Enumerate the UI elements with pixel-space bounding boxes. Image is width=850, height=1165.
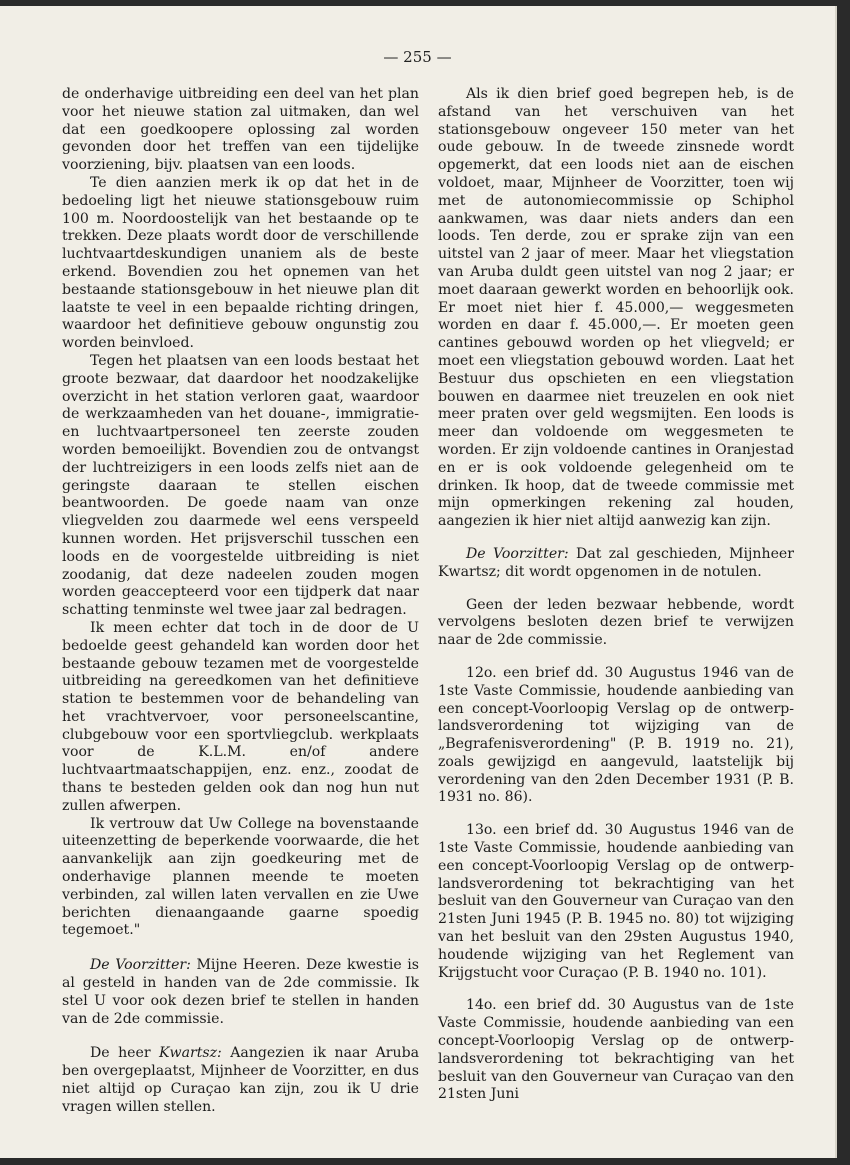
- document-page: [0, 6, 835, 1158]
- speaker-paragraph: [438, 546, 794, 582]
- paragraph: Geen der leden bezwaar hebbende, wordt vervolgens besloten dezen brief te verwijzen naar de 2de commissie.: [438, 596, 794, 649]
- speaker-paragraph: [62, 957, 419, 1028]
- agenda-item: 12o. een brief dd. 30 Augustus 1946 van de 1ste Vaste Commissie, houdende aanbieding van een concept-Voorloopig Verslag op de ontwerp-landsverordening tot wijziging van de „Begrafenisverordening" (P. B. 1919 no. 21), zoals gewijzigd en aangevuld, laatstelijk bij verordening van den 2den December 1931 (P. B. 1931 no. 86).: [438, 664, 794, 806]
- speaker-name: Kwartsz:: [159, 1045, 222, 1062]
- left-column: [62, 86, 419, 1117]
- agenda-item: 13o. een brief dd. 30 Augustus 1946 van de 1ste Vaste Commissie, houdende aanbieding van een concept-Voorloopig Verslag op de ontwerp-landsverordening tot bekrachtiging van het besluit van den Gouverneur van Curaçao van den 21sten Juni 1945 (P. B. 1945 no. 80) tot wijziging van het besluit van den 29sten Augustus 1940, houdende wijziging van het Reglement van Krijgstucht voor Curaçao (P. B. 1940 no. 101).: [438, 822, 794, 981]
- paragraph: Als ik dien brief goed begrepen heb, is de afstand van het verschuiven van het stationsgebouw ongeveer 150 meter van het oude gebouw. In de tweede zinsnede wordt opgemerkt, dat een loods niet aan de eischen voldoet, maar, Mijnheer de Voorzitter, toen wij met de autonomiecommissie op Schiphol aankwamen, was daar niets anders dan een loods. Ten derde, zou er sprake zijn van een uitstel van 2 jaar of meer. Maar het vliegstation van Aruba duldt geen uitstel van nog 2 jaar; er moet daaraan gewerkt worden en behoorlijk ook. Er moet niet hier f. 45.000,— weggesmeten worden en daar f. 45.000,—. Er moeten geen cantines gebouwd worden op het vliegveld; er moet een vliegstation gebouwd worden. Laat het Bestuur dus opschieten en een vliegstation bouwen en daarmee niet treuzelen en ook niet meer praten over geld wegsmijten. Een loods is meer dan voldoende om weggesmeten te worden. Er zijn voldoende cantines in Oranjestad en er is ook voldoende gelegenheid om te drinken. Ik hoop, dat de tweede commissie met mijn opmerkingen rekening zal houden, aangezien ik hier niet altijd aanwezig kan zijn.: [438, 86, 794, 530]
- paragraph: Te dien aanzien merk ik op dat het in de bedoeling ligt het nieuwe stationsgebouw ruim 100 m. Noordoostelijk van het bestaande op te trekken. Deze plaats wordt door de verschillende luchtvaartdeskundigen unaniem als de beste erkend. Bovendien zou het opnemen van het bestaande stationsgebouw in het nieuwe plan dit laatste te veel in een bepaalde richting dringen, waardoor het definitieve gebouw ongunstig zou worden beinvloed.: [62, 174, 419, 352]
- speech-text: Dat zal geschieden, Mijnheer Kwartsz; dit wordt opgenomen in de notulen.: [438, 545, 794, 580]
- speaker-name: De Voorzitter:: [90, 957, 191, 974]
- speaker-prefix: De heer: [90, 1045, 159, 1062]
- page-number: — 255 —: [383, 48, 452, 66]
- speaker-paragraph: [62, 1045, 419, 1116]
- right-column: [438, 86, 794, 1104]
- agenda-item: 14o. een brief dd. 30 Augustus van de 1ste Vaste Commissie, houdende aanbieding van een concept-Voorloopig Verslag op de ontwerp-landsverordening tot bekrachtiging van het besluit van den Gouverneur van Curaçao van den 21sten Juni: [438, 997, 794, 1103]
- speech-text: Aangezien ik naar Aruba ben overgeplaatst, Mijnheer de Voorzitter, en dus niet altijd op Curaçao kan zijn, zou ik U drie vragen willen stellen.: [62, 1045, 419, 1115]
- paragraph: Ik meen echter dat toch in de door de U bedoelde geest gehandeld kan worden door het bestaande gebouw tezamen met de voorgestelde uitbreiding na gereedkomen van het definitieve station te bestemmen voor de behandeling van het vrachtvervoer, voor personeelscantine, clubgebouw voor een sportvliegclub. werkplaats voor de K.L.M. en/of andere luchtvaartmaatschappijen, enz. enz., zoodat de thans te besteden gelden ook dan nog hun nut zullen afwerpen.: [62, 619, 419, 814]
- paragraph: Tegen het plaatsen van een loods bestaat het groote bezwaar, dat daardoor het noodzakelijke overzicht in het station verloren gaat, waardoor de werkzaamheden van het douane-, immigratie- en luchtvaartpersoneel ten zeerste zouden worden bemoeilijkt. Bovendien zou de ontvangst der luchtreizigers in een loods zelfs niet aan de geringste daaraan te stellen eischen beantwoorden. De goede naam van onze vliegvelden zou daarmede wel eens verspeeld kunnen worden. Het prijsverschil tusschen een loods en de voorgestelde uitbreiding is niet zoodanig, dat deze nadeelen zouden mogen worden geaccepteerd voor een tijdperk dat naar schatting tenminste wel twee jaar zal bedragen.: [62, 352, 419, 619]
- paragraph: de onderhavige uitbreiding een deel van het plan voor het nieuwe station zal uitmaken, dan wel dat een goedkoopere oplossing zal worden gevonden door het treffen van een tijdelijke voorziening, bijv. plaatsen van een loods.: [62, 86, 419, 174]
- paragraph: Ik vertrouw dat Uw College na bovenstaande uiteenzetting de beperkende voorwaarde, die het aanvankelijk aan zijn goedkeuring met de onderhavige plannen meende te moeten verbinden, zal willen laten vervallen en zie Uwe berichten dienaangaande gaarne spoedig tegemoet.": [62, 815, 419, 939]
- speaker-name: De Voorzitter:: [466, 545, 569, 562]
- speech-text: Mijne Heeren. Deze kwestie is al gesteld in handen van de 2de commissie. Ik stel U voor ook dezen brief te stellen in handen van de 2de commissie.: [62, 957, 419, 1027]
